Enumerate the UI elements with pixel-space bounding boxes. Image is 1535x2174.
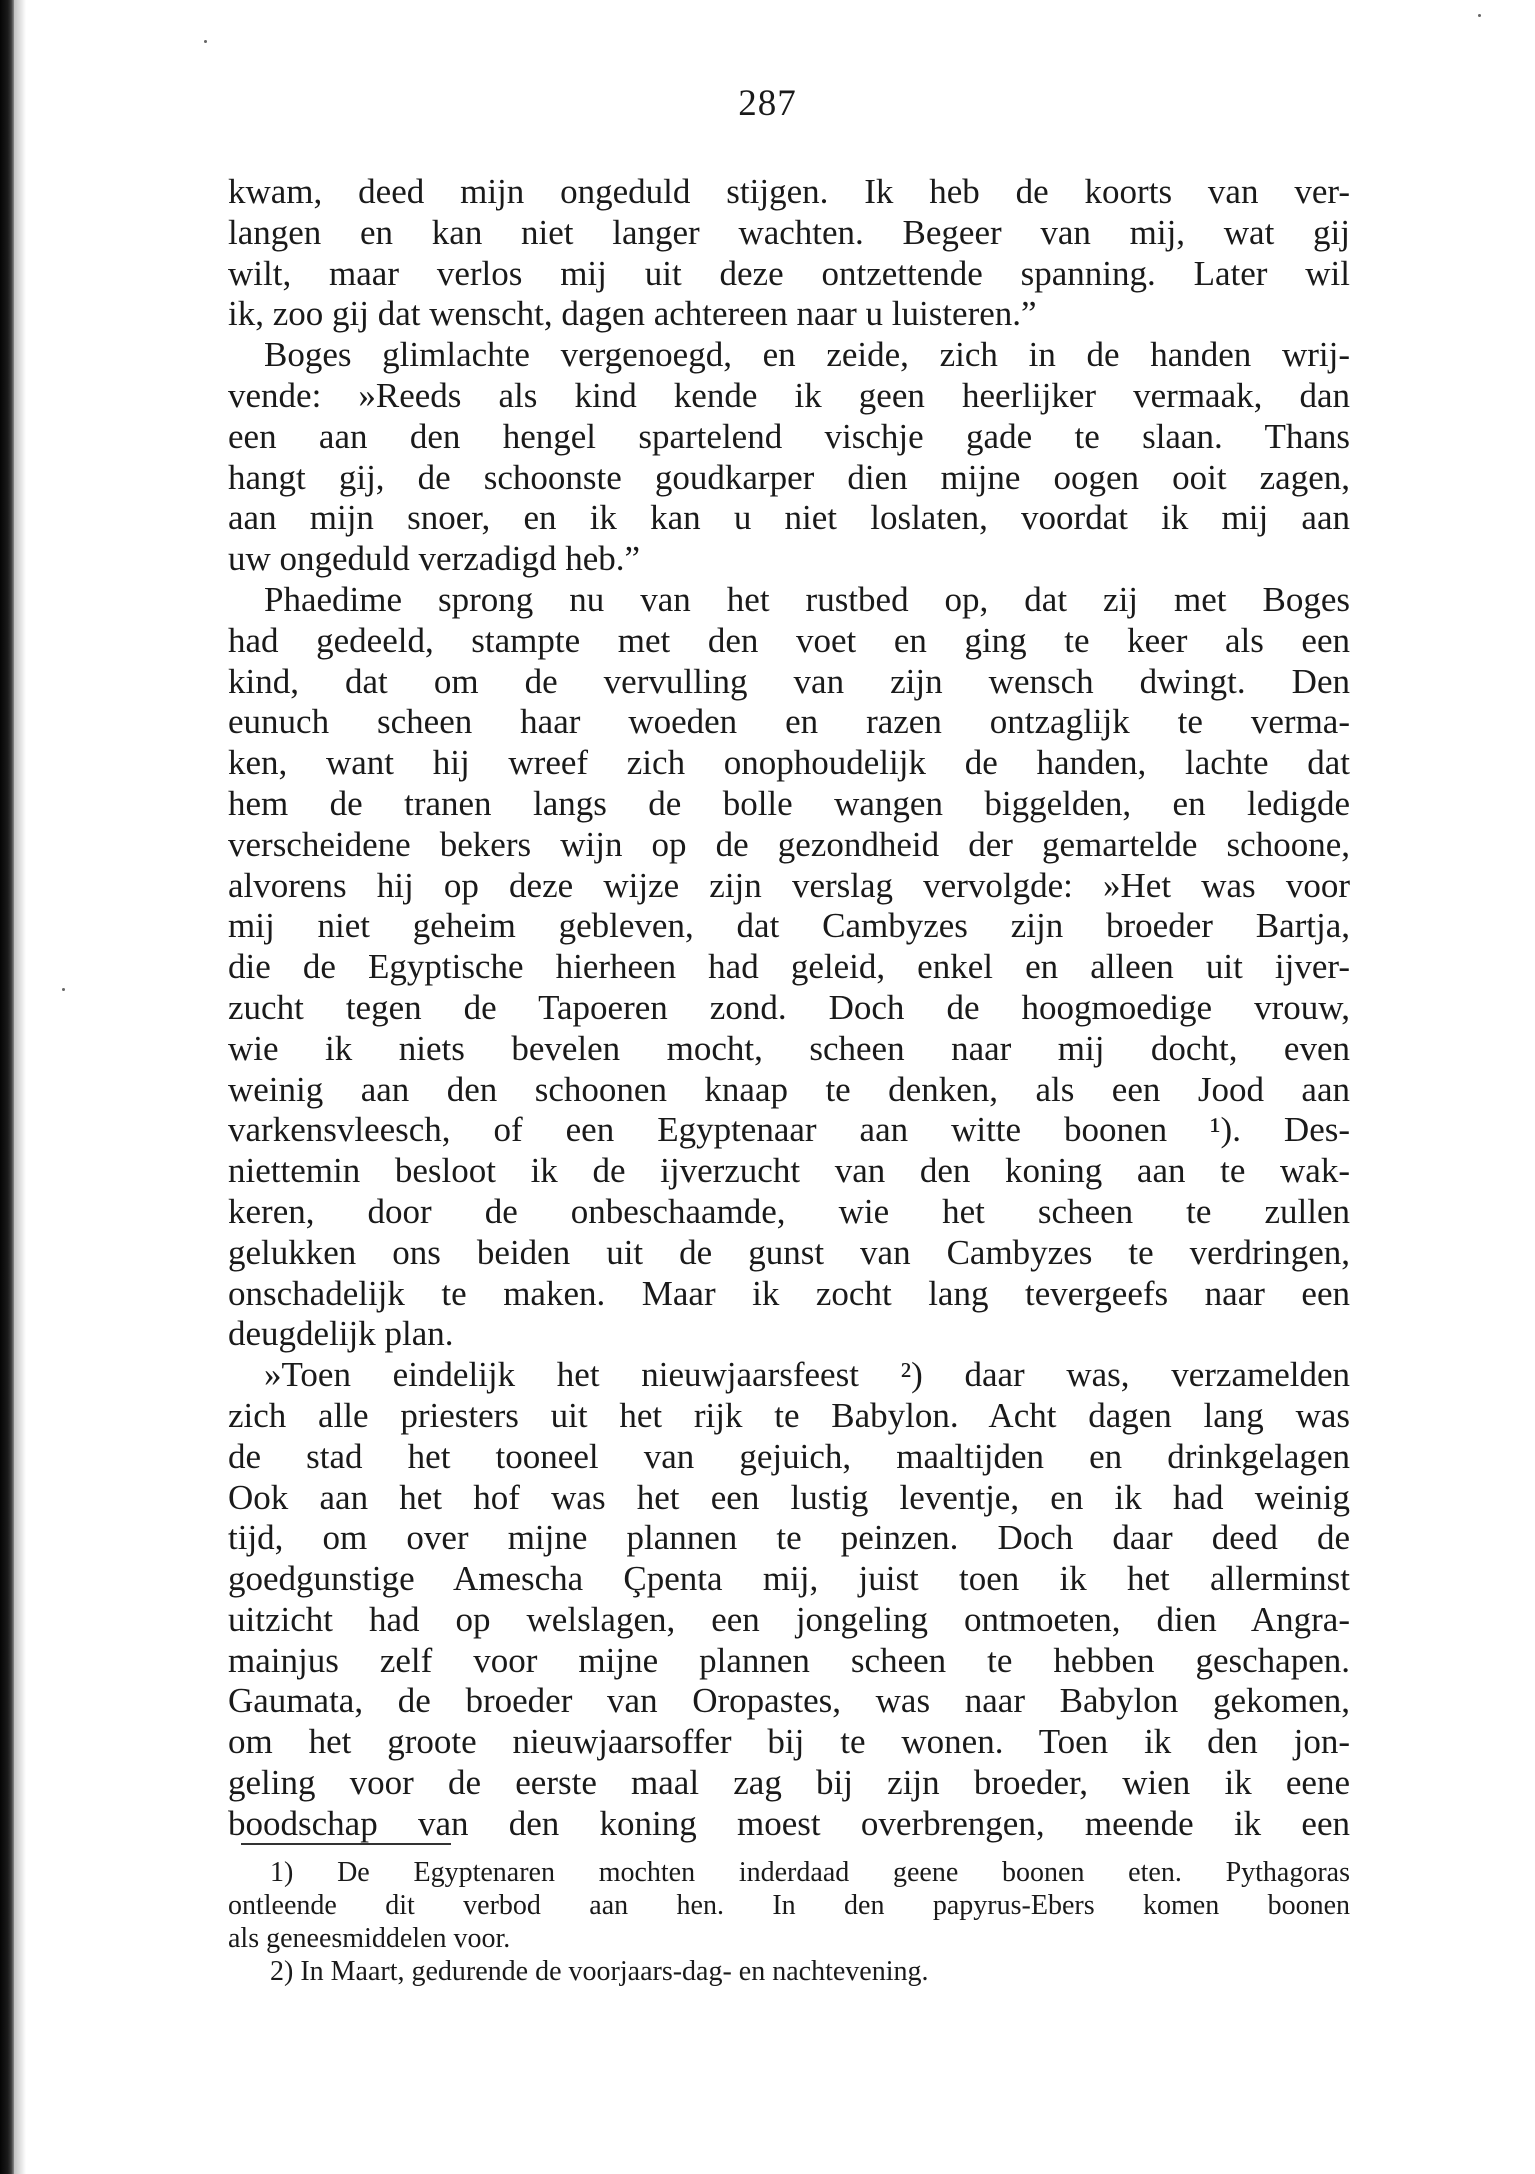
footnote-line: als geneesmiddelen voor. [228,1923,511,1954]
text-line: tijd, om over mijne plannen te peinzen. Doch daar deed de [228,1518,1350,1558]
text-line: deugdelijk plan. [228,1314,454,1354]
text-line: de stad het tooneel van gejuich, maaltijden en drinkgelagen [228,1436,1350,1476]
text-line: eunuch scheen haar woeden en razen ontzaglijk te verma- [228,702,1350,742]
text-line: aan mijn snoer, en ik kan u niet loslaten, voordat ik mij aan [228,498,1350,538]
text-line: weinig aan den schoonen knaap te denken, als een Jood aan [228,1069,1350,1109]
text-line: hem de tranen langs de bolle wangen biggelden, en ledigde [228,783,1350,823]
text-line: boodschap van den koning moest overbrengen, meende ik een [228,1803,1350,1843]
text-line: vende: »Reeds als kind kende ik geen heerlijker vermaak, dan [228,375,1350,415]
text-line: om het groote nieuwjaarsoffer bij te wonen. Toen ik den jon- [228,1722,1350,1762]
text-line: had gedeeld, stampte met den voet en ging te keer als een [228,620,1350,660]
main-text [228,172,1350,1845]
text-line: Ook aan het hof was het een lustig leventje, en ik had weinig [228,1477,1350,1517]
paper-speck [62,988,65,991]
text-line: varkensvleesch, of een Egyptenaar aan witte boonen ¹). Des- [228,1110,1350,1150]
paper-speck [1478,14,1481,17]
footnote-divider [241,1843,451,1845]
text-line: uw ongeduld verzadigd heb.” [228,539,641,579]
footnote-line: ontleende dit verbod aan hen. In den papyrus-Ebers komen boonen [228,1890,1350,1921]
text-line: een aan den hengel spartelend vischje gade te slaan. Thans [228,416,1350,456]
footnotes [228,1856,1350,1988]
text-line: Boges glimlachte vergenoegd, en zeide, zich in de handen wrij- [264,335,1350,375]
binding-shadow [14,0,26,2174]
text-line: geling voor de eerste maal zag bij zijn broeder, wien ik eene [228,1763,1350,1803]
text-line: Phaedime sprong nu van het rustbed op, dat zij met Boges [264,579,1350,619]
text-line: zucht tegen de Tapoeren zond. Doch de hoogmoedige vrouw, [228,987,1350,1027]
text-line: wie ik niets bevelen mocht, scheen naar mij docht, even [228,1028,1350,1068]
text-line: alvorens hij op deze wijze zijn verslag vervolgde: »Het was voor [228,865,1350,905]
text-line: niettemin besloot ik de ijverzucht van den koning aan te wak- [228,1151,1350,1191]
text-line: langen en kan niet langer wachten. Begeer van mij, wat gij [228,212,1350,252]
text-line: goedgunstige Amescha Çpenta mij, juist toen ik het allerminst [228,1559,1350,1599]
footnote-line: 2) In Maart, gedurende de voorjaars-dag- en nachtevening. [270,1956,929,1987]
footnote-line: 1) De Egyptenaren mochten inderdaad geene boonen eten. Pythagoras [270,1857,1350,1888]
text-line: zich alle priesters uit het rijk te Babylon. Acht dagen lang was [228,1395,1350,1435]
text-line: wilt, maar verlos mij uit deze ontzettende spanning. Later wil [228,253,1350,293]
text-line: uitzicht had op welslagen, een jongeling ontmoeten, dien Angra- [228,1599,1350,1639]
text-line: verscheidene bekers wijn op de gezondheid der gemartelde schoone, [228,824,1350,864]
text-line: kind, dat om de vervulling van zijn wensch dwingt. Den [228,661,1350,701]
text-line: Gaumata, de broeder van Oropastes, was naar Babylon gekomen, [228,1681,1350,1721]
text-line: ken, want hij wreef zich onophoudelijk de handen, lachte dat [228,743,1350,783]
book-binding-edge [0,0,14,2174]
text-line: onschadelijk te maken. Maar ik zocht lang tevergeefs naar een [228,1273,1350,1313]
text-line: »Toen eindelijk het nieuwjaarsfeest ²) daar was, verzamelden [264,1355,1350,1395]
text-line: mij niet geheim gebleven, dat Cambyzes zijn broeder Bartja, [228,906,1350,946]
text-line: keren, door de onbeschaamde, wie het scheen te zullen [228,1191,1350,1231]
text-line: ik, zoo gij dat wenscht, dagen achtereen naar u luisteren.” [228,294,1037,334]
page-number: 287 [738,83,797,124]
paper-speck [204,40,207,43]
text-line: kwam, deed mijn ongeduld stijgen. Ik heb de koorts van ver- [228,172,1350,211]
text-line: die de Egyptische hierheen had geleid, enkel en alleen uit ijver- [228,947,1350,987]
text-line: gelukken ons beiden uit de gunst van Cambyzes te verdringen, [228,1232,1350,1272]
text-line: mainjus zelf voor mijne plannen scheen te hebben geschapen. [228,1640,1350,1680]
text-line: hangt gij, de schoonste goudkarper dien mijne oogen ooit zagen, [228,457,1350,497]
